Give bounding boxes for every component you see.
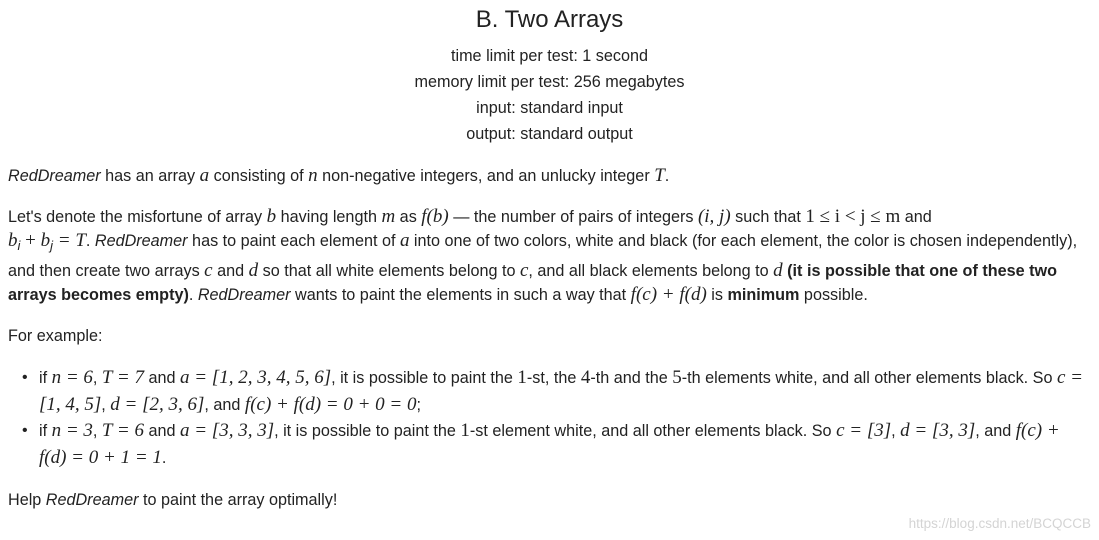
memory-limit: memory limit per test: 256 megabytes xyxy=(414,73,685,91)
bullet-icon: • xyxy=(22,369,28,386)
statement-paragraph-2: Let's denote the misfortune of array b having length m as f(b) — the number of pairs of integers (i, j) such that 1 ≤ i < j ≤ m and $b_i + b_j = T$. RedDreamer has to paint each element of a into one of two colors, white and black (for each element, the color is chosen independently), and then create two arrays c and d so that all white elements belong to c, and all black elements belong to d (it is possible that one of these two arrays becomes empty). RedDreamer wants to paint the elements in such a way that f(c) + f(d) is minimum possible. xyxy=(8,205,1078,305)
statement-paragraph-1: RedDreamer has an array a consisting of n non-negative integers, and an unlucky integer T. xyxy=(8,165,670,186)
problem-statement xyxy=(8,164,1087,513)
problem-title: B. Two Arrays xyxy=(475,6,624,33)
statement-paragraph-4: Help RedDreamer to paint the array optimally! xyxy=(8,491,338,509)
problem-header xyxy=(0,0,1099,147)
list-item: • if n = 6, T = 7 and a = [1, 2, 3, 4, 5, 6], it is possible to paint the 1-st, the 4-th and the 5-th elements white, and all other elements black. So c = [1, 4, 5], d = [2, 3, 6], and f(c) + f(d) = 0 + 0 = 0; xyxy=(22,367,1083,415)
time-limit: time limit per test: 1 second xyxy=(450,47,649,65)
list-item: • if n = 3, T = 6 and a = [3, 3, 3], it is possible to paint the 1-st element white, and all other elements black. So c = [3], d = [3, 3], and f(c) + f(d) = 0 + 1 = 1. xyxy=(22,420,1060,468)
statement-paragraph-3: For example: xyxy=(8,326,103,345)
input-spec: input: standard input xyxy=(476,99,623,117)
watermark-text: https://blog.csdn.net/BCQCCB xyxy=(908,516,1091,531)
bullet-icon: • xyxy=(22,422,28,439)
examples-list xyxy=(8,365,1087,471)
output-spec: output: standard output xyxy=(466,125,633,143)
